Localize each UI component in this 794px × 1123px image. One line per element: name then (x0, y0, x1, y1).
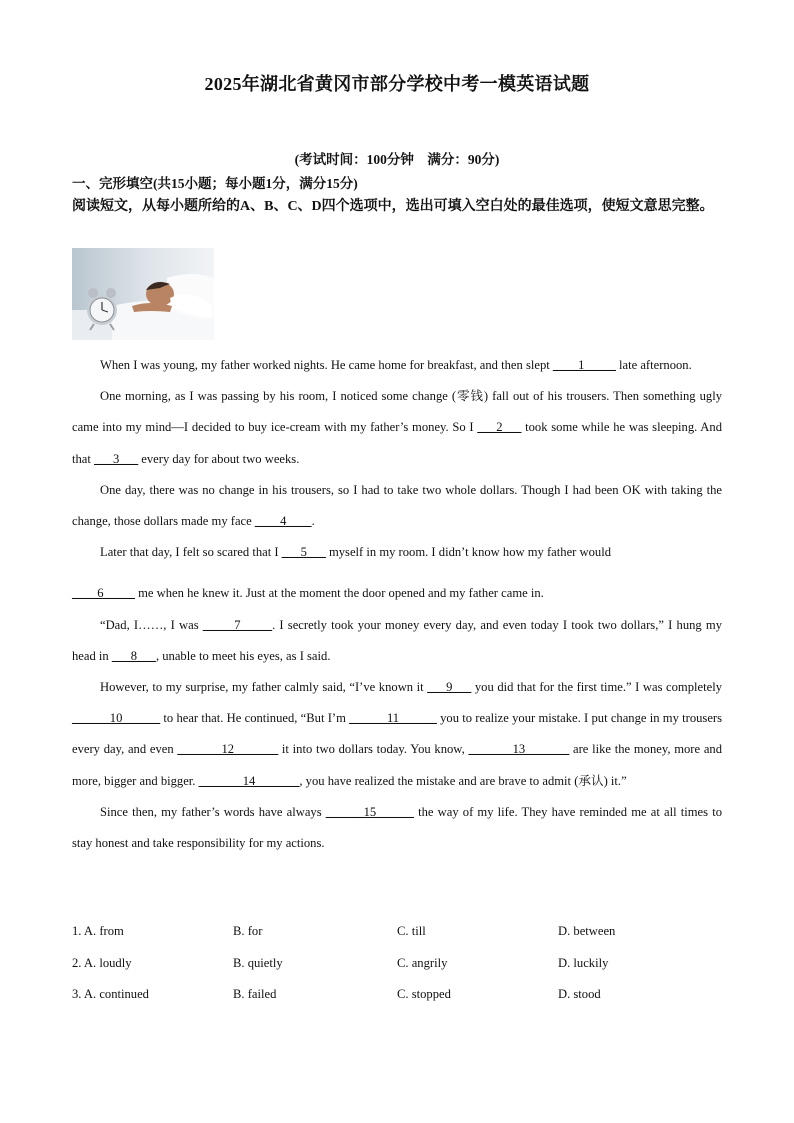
passage-text: the way of my life. They have reminded me at all times to stay honest and take responsibility for my actions. (72, 804, 723, 851)
passage-text: . I secretly took your money every day, and even today I took two dollars,” I hung my head in (72, 617, 723, 663)
option-choice[interactable] (233, 987, 276, 1002)
question-options-row (72, 924, 722, 956)
answer-blank[interactable]: _______14_______ (198, 773, 300, 788)
answer-blank[interactable]: ____4____ (254, 514, 312, 529)
passage-text: , unable to meet his eyes, as I said. (155, 648, 331, 663)
question-number: 1. (72, 924, 82, 938)
answer-blank[interactable]: ___3___ (94, 451, 139, 466)
answer-blank[interactable]: ___2___ (477, 420, 522, 435)
passage-paragraph (72, 672, 722, 797)
passage-text: me when he knew it. Just at the moment the door opened and my father came in. (134, 586, 544, 601)
passage-paragraph (72, 475, 722, 537)
passage-text: One day, there was no change in his trousers, so I had to take two whole dollars. Though I had been OK with taking the change, those dollars made my face (72, 482, 722, 529)
question-options-row (72, 987, 722, 1019)
passage-paragraph (72, 537, 722, 568)
option-text: C. stopped (397, 987, 451, 1001)
option-text: A. loudly (83, 955, 132, 970)
option-text: D. luckily (558, 955, 609, 970)
answer-blank[interactable]: ___8___ (111, 648, 156, 663)
option-text: B. failed (233, 987, 277, 1001)
passage-paragraph (72, 797, 722, 859)
answer-blank[interactable]: ____6_____ (72, 586, 135, 601)
passage-text: every day for about two weeks. (138, 451, 300, 466)
option-text: D. stood (558, 987, 601, 1001)
passage-text: late afternoon. (615, 358, 692, 372)
answer-blank[interactable]: _______12_______ (177, 742, 279, 757)
option-choice[interactable] (233, 924, 262, 939)
option-text: D. between (558, 924, 616, 938)
passage-text: “Dad, I……, I was (100, 617, 203, 632)
answer-blank[interactable]: ______11______ (349, 711, 437, 726)
option-text: B. for (233, 924, 263, 938)
answer-options (72, 924, 722, 1019)
question-number: 3. (72, 987, 82, 1001)
option-choice[interactable] (72, 956, 132, 971)
sleeping-man-alarm-clock-image (72, 248, 214, 340)
passage-text: However, to my surprise, my father calmly said, “I’ve known it (100, 680, 428, 695)
exam-info: (考试时间：100分钟 满分：90分) (294, 152, 500, 167)
passage-text: you did that for the first time.” I was completely (471, 680, 723, 695)
document-title: 2025年湖北省黄冈市部分学校中考一模英语试题 (204, 74, 590, 94)
passage-paragraph (72, 350, 722, 381)
passage-paragraph (72, 610, 722, 672)
passage-text: myself in my room. I didn’t know how my father would (325, 545, 611, 560)
passage-text: When I was young, my father worked nights. He came home for breakfast, and then slept (100, 358, 553, 372)
passage-text: , you have realized the mistake and are brave to admit (承认) it.” (299, 773, 627, 788)
answer-blank[interactable]: _______13_______ (468, 742, 570, 757)
answer-blank[interactable]: ______10______ (72, 711, 161, 726)
question-number: 2. (72, 955, 82, 970)
option-choice[interactable] (233, 956, 283, 971)
option-text: C. till (397, 924, 426, 938)
passage-text: to hear that. He continued, “But I’m (160, 711, 350, 726)
option-text: A. from (83, 924, 124, 938)
passage-text: Since then, my father’s words have always (100, 804, 326, 819)
option-choice[interactable] (558, 987, 601, 1002)
answer-blank[interactable]: ______15______ (325, 804, 414, 819)
option-choice[interactable] (397, 987, 451, 1002)
passage-paragraph (72, 578, 722, 609)
passage-text: are like the money, more and more, bigger and bigger. (72, 742, 723, 788)
passage-paragraph (72, 381, 722, 475)
option-choice[interactable] (558, 956, 608, 971)
option-choice[interactable] (558, 924, 615, 939)
cloze-passage (72, 350, 722, 859)
section-heading: 一、完形填空(共15小题；每小题1分，满分15分) (72, 176, 358, 191)
option-text: A. continued (83, 987, 149, 1001)
passage-text: it into two dollars today. You know, (278, 742, 469, 757)
answer-blank[interactable]: ___5___ (281, 545, 326, 560)
passage-text: took some while he was sleeping. And that (72, 420, 722, 466)
option-choice[interactable] (397, 956, 447, 971)
passage-text: Later that day, I felt so scared that I (100, 545, 282, 560)
question-options-row (72, 956, 722, 988)
section-instructions: 阅读短文，从每小题所给的A、B、C、D四个选项中，选出可填入空白处的最佳选项，使短文意思完整。 (72, 199, 714, 214)
option-text: C. angrily (397, 955, 448, 970)
option-choice[interactable] (72, 987, 149, 1002)
passage-text: One morning, as I was passing by his room, I noticed some change (零钱) fall out of his trousers. Then something ugly came into my mind—I decided to buy ice-cream with my father’s money. So I (72, 389, 722, 435)
passage-text: you to realize your mistake. I put change in my trousers every day, and even (72, 711, 722, 757)
passage-text: . (311, 514, 315, 529)
answer-blank[interactable]: ___9___ (427, 680, 472, 695)
option-choice[interactable] (397, 924, 426, 939)
option-text: B. quietly (233, 955, 283, 970)
option-choice[interactable] (72, 924, 124, 939)
answer-blank[interactable]: _____7_____ (202, 617, 273, 632)
answer-blank[interactable]: ____1_____ (552, 358, 616, 372)
